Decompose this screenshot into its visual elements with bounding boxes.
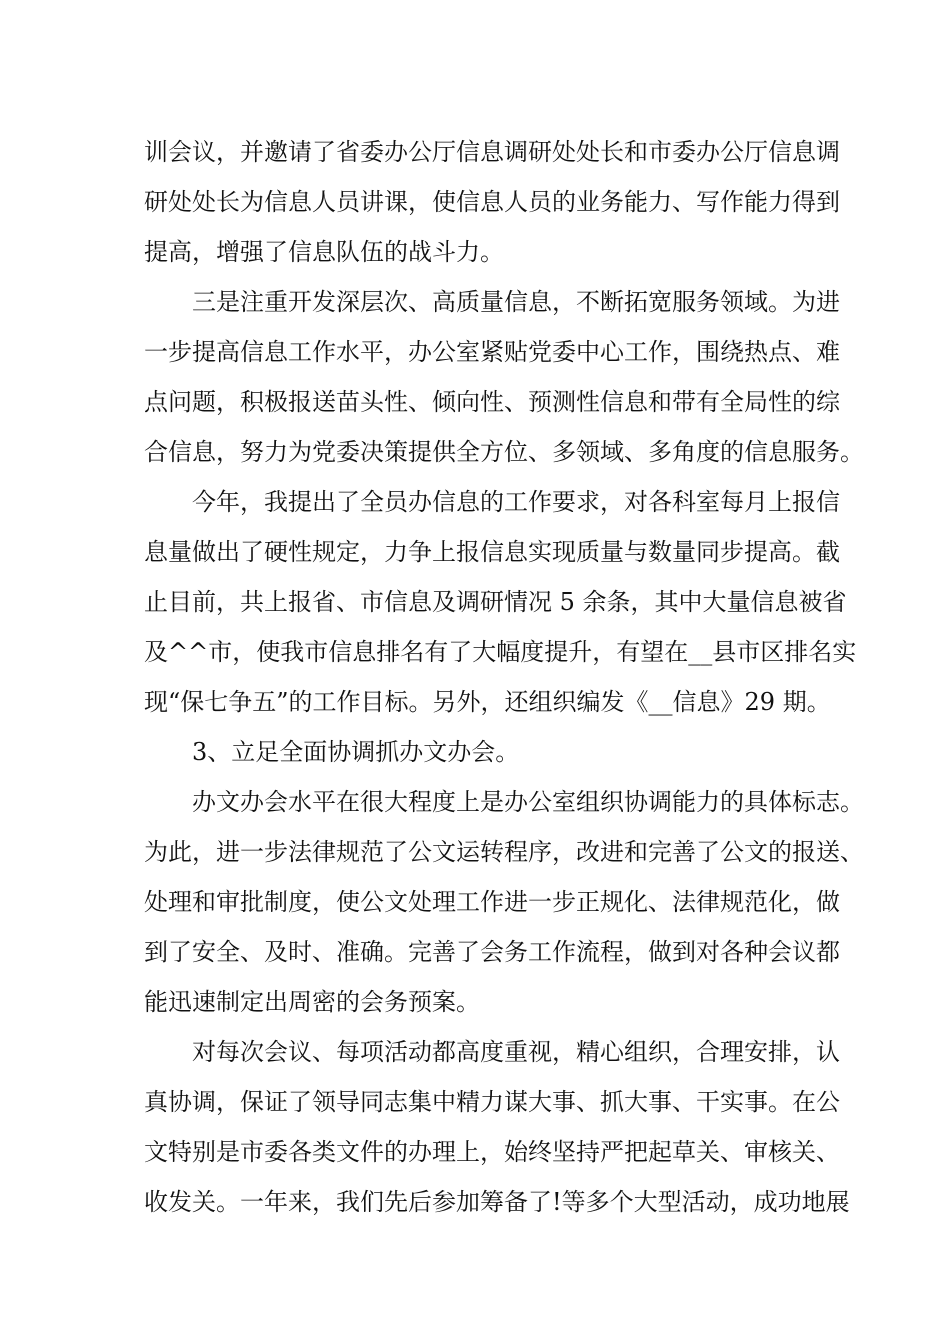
text-line: 提高，增强了信息队伍的战斗力。 (144, 238, 504, 266)
text-line: 能迅速制定出周密的会务预案。 (144, 988, 480, 1016)
section-heading: 3、立足全面协调抓办文办会。 (192, 738, 520, 766)
text-line: 合信息，努力为党委决策提供全方位、多领域、多角度的信息服务。 (144, 438, 864, 466)
text-line: 及^^市，使我市信息排名有了大幅度提升，有望在__县市区排名实 (144, 638, 857, 666)
text-line: 训会议，并邀请了省委办公厅信息调研处处长和市委办公厅信息调 (144, 138, 840, 166)
text-line: 止目前，共上报省、市信息及调研情况 5 余条，其中大量信息被省 (144, 588, 847, 616)
text-line: 三是注重开发深层次、高质量信息，不断拓宽服务领域。为进 (192, 288, 840, 316)
text-line: 现“保七争五”的工作目标。另外，还组织编发《__信息》29 期。 (144, 688, 831, 716)
text-line: 研处处长为信息人员讲课，使信息人员的业务能力、写作能力得到 (144, 188, 840, 216)
text-line: 今年，我提出了全员办信息的工作要求，对各科室每月上报信 (192, 488, 840, 516)
text-line: 到了安全、及时、准确。完善了会务工作流程，做到对各种会议都 (144, 938, 840, 966)
text-line: 点问题，积极报送苗头性、倾向性、预测性信息和带有全局性的综 (144, 388, 840, 416)
text-line: 息量做出了硬性规定，力争上报信息实现质量与数量同步提高。截 (144, 538, 840, 566)
text-line: 为此，进一步法律规范了公文运转程序，改进和完善了公文的报送、 (144, 838, 864, 866)
text-line: 真协调，保证了领导同志集中精力谋大事、抓大事、干实事。在公 (144, 1088, 840, 1116)
text-line: 文特别是市委各类文件的办理上，始终坚持严把起草关、审核关、 (144, 1138, 840, 1166)
text-line: 一步提高信息工作水平，办公室紧贴党委中心工作，围绕热点、难 (144, 338, 840, 366)
text-line: 处理和审批制度，使公文处理工作进一步正规化、法律规范化，做 (144, 888, 840, 916)
text-line: 办文办会水平在很大程度上是办公室组织协调能力的具体标志。 (192, 788, 864, 816)
text-line: 对每次会议、每项活动都高度重视，精心组织，合理安排，认 (192, 1038, 840, 1066)
text-line: 收发关。一年来，我们先后参加筹备了!等多个大型活动，成功地展 (144, 1188, 850, 1216)
